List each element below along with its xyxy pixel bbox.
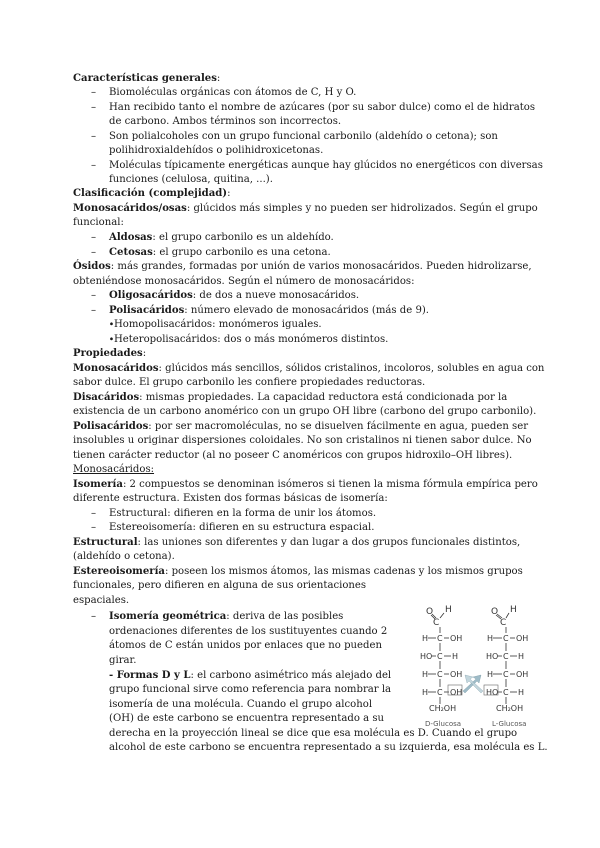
l-c1: C — [500, 618, 507, 628]
list-item: Polisacáridos: número elevado de monosacáridos (más de 9). — [109, 305, 430, 316]
l-aldehyde-oxygen: O — [491, 607, 499, 617]
list-item: Estructural: difieren en la forma de unir los átomos. — [109, 508, 377, 519]
list-item: Estereoisomería: difieren en su estructura espacial. — [109, 522, 375, 533]
paragraph-line: (aldehído o cetona). — [73, 551, 175, 562]
l-glucosa-label: L-Glucosa — [492, 720, 527, 728]
paragraph-line: existencia de un carbono anomérico con un grupo OH libre (carbono del grupo carbonilo). — [73, 406, 537, 417]
d-c5: C — [437, 688, 443, 697]
bullet-dash — [91, 610, 96, 625]
d-oh-2: OH — [450, 634, 463, 643]
paragraph-line: espaciales. — [73, 595, 130, 606]
list-item-cont: (OH) de este carbono se encuentra representado a su — [109, 713, 385, 724]
l-ho-3: HO — [486, 652, 499, 661]
mirror-arrow-icon — [463, 675, 483, 693]
section-heading: Monosacáridos: — [73, 464, 155, 475]
d-glucosa-label: D-Glucosa — [425, 720, 462, 728]
d-h-5: H — [422, 688, 429, 697]
paragraph-line: tienen carácter reductor (al no poseer C anoméricos con grupos hidroxilo–OH libres). — [73, 450, 513, 461]
paragraph-line: Monosacáridos/osas: glúcidos más simples y no pueden ser hidrolizados. Según el grupo — [73, 203, 538, 214]
list-item: Aldosas: el grupo carbonilo es un aldehído. — [109, 232, 334, 243]
d-aldehyde-hydrogen: H — [445, 605, 452, 615]
paragraph-line: Polisacáridos: por ser macromoléculas, no se disuelven fácilmente en agua, pueden ser — [73, 421, 529, 432]
bullet-dash — [91, 231, 96, 246]
paragraph-line: Isomería: 2 compuestos se denominan isómeros si tienen la misma fórmula empírica pero — [73, 479, 538, 490]
sub-item: ∙Heteropolisacáridos: dos o más monómeros distintos. — [109, 334, 389, 345]
l-c2: C — [503, 634, 509, 643]
d-aldehyde-oxygen: O — [426, 607, 434, 617]
list-item-cont: ordenaciones diferentes de los sustituyentes cuando 2 — [109, 626, 388, 637]
list-item: Cetosas: el grupo carbonilo es una cetona. — [109, 247, 331, 258]
list-item-cont: derecha en la proyección lineal se dice que esa molécula es D. Cuando el grupo — [109, 728, 518, 739]
bullet-dash — [91, 101, 96, 116]
sub-item: ∙Homopolisacáridos: monómeros iguales. — [109, 319, 322, 330]
l-h-2: H — [487, 634, 494, 643]
paragraph-line: diferente estructura. Existen dos formas básicas de isomería: — [73, 493, 388, 504]
list-item: Oligosacáridos: de dos a nueve monosacáridos. — [109, 290, 360, 301]
section-heading: Clasificación (complejidad): — [73, 188, 231, 199]
d-c3: C — [437, 652, 443, 661]
l-c3: C — [503, 652, 509, 661]
bullet-dash — [91, 246, 96, 261]
list-item: Son polialcoholes con un grupo funcional carbonilo (aldehído o cetona); son — [109, 131, 498, 142]
list-item-cont: alcohol de este carbono se encuentra representado a su izquierda, esa molécula es L. — [109, 742, 548, 753]
bullet-dash — [91, 130, 96, 145]
list-item-cont: átomos de C están unidos por enlaces que no pueden — [109, 640, 382, 651]
list-item-cont: girar. — [109, 655, 137, 666]
paragraph-line: obteniéndose monosacáridos. Según el número de monosacáridos: — [73, 276, 415, 287]
paragraph-line: Estereoisomería: poseen los mismos átomos, las mismas cadenas y los mismos grupos — [73, 566, 523, 577]
bullet-dash — [91, 304, 96, 319]
l-oh-4: OH — [516, 670, 529, 679]
bullet-dash — [91, 289, 96, 304]
list-item-cont: polihidroxialdehídos o polihidroxicetonas. — [109, 145, 324, 156]
section-heading: Propiedades: — [73, 348, 147, 359]
paragraph-line: funcionales, pero difieren en alguna de sus orientaciones — [73, 580, 367, 591]
glucose-fischer-figure — [420, 603, 548, 735]
l-h-5: H — [518, 688, 525, 697]
list-item-cont: isomería de una molécula. Cuando el grupo alcohol — [109, 699, 373, 710]
section-heading: Características generales: — [73, 73, 221, 84]
bullet-dash — [91, 507, 96, 522]
l-h-3: H — [518, 652, 525, 661]
d-c2: C — [437, 634, 443, 643]
bullet-dash — [91, 86, 96, 101]
list-item-cont: de carbono. Ambos términos son incorrectos. — [109, 116, 342, 127]
l-c5: C — [503, 688, 509, 697]
list-item-cont: funciones (celulosa, quitina, ...). — [109, 174, 273, 185]
d-oh-5: OH — [450, 688, 463, 697]
d-h-2: H — [422, 634, 429, 643]
list-item: Han recibido tanto el nombre de azúcares (por su sabor dulce) como el de hidratos — [109, 102, 536, 113]
l-oh-2: OH — [516, 634, 529, 643]
list-item: Moléculas típicamente energéticas aunque hay glúcidos no energéticos con diversas — [109, 160, 543, 171]
d-oh-4: OH — [450, 670, 463, 679]
paragraph-line: funcional: — [73, 217, 124, 228]
list-item: Biomoléculas orgánicas con átomos de C, H y O. — [109, 87, 357, 98]
l-h-4: H — [487, 670, 494, 679]
bullet-dash — [91, 159, 96, 174]
list-item: - Formas D y L: el carbono asimétrico más alejado del — [109, 670, 392, 681]
d-ho-3: HO — [420, 652, 433, 661]
paragraph-line: Disacáridos: mismas propiedades. La capacidad reductora está condicionada por la — [73, 392, 508, 403]
list-item-cont: grupo funcional sirve como referencia para nombrar la — [109, 684, 392, 695]
paragraph-line: Ósidos: más grandes, formadas por unión de varios monosacáridos. Pueden hidrolizarse, — [73, 261, 532, 272]
paragraph-line: Estructural: las uniones son diferentes y dan lugar a dos grupos funcionales distintos, — [73, 537, 521, 548]
d-c4: C — [437, 670, 443, 679]
paragraph-line: sabor dulce. El grupo carbonilo les confiere propiedades reductoras. — [73, 377, 426, 388]
paragraph-line: insolubles u originar dispersiones coloidales. No son cristalinos ni tienen sabor dulce. No — [73, 435, 532, 446]
d-ch2oh: CH₂OH — [429, 704, 457, 713]
l-c4: C — [503, 670, 509, 679]
l-ch2oh: CH₂OH — [496, 704, 524, 713]
paragraph-line: Monosacáridos: glúcidos más sencillos, sólidos cristalinos, incoloros, solubles en agua con — [73, 363, 545, 374]
d-c1: C — [433, 618, 440, 628]
l-aldehyde-hydrogen: H — [510, 605, 517, 615]
list-item: Isomería geométrica: deriva de las posibles — [109, 611, 344, 622]
l-ho-5: HO — [486, 688, 499, 697]
d-bond-ch — [440, 613, 444, 618]
d-h-4: H — [422, 670, 429, 679]
d-h-3: H — [452, 652, 459, 661]
l-bond-ch — [506, 613, 509, 618]
bullet-dash — [91, 521, 96, 536]
